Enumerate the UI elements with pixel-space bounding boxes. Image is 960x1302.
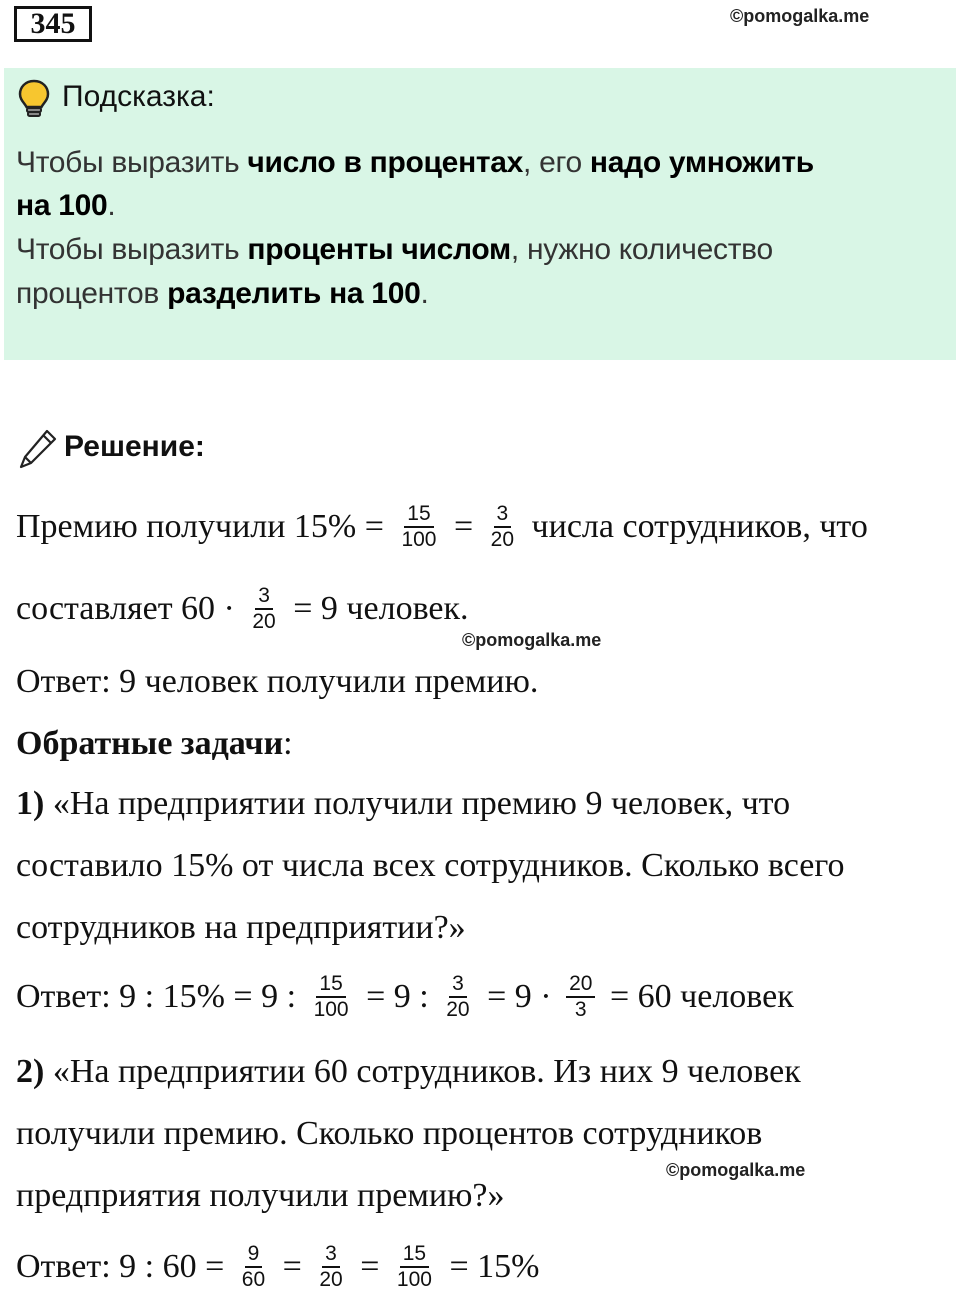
hint-bold: надо умножить: [589, 146, 814, 179]
fraction: [398, 502, 439, 552]
denominator: 20: [319, 1268, 343, 1291]
text: = 60 человек: [601, 978, 794, 1015]
fraction: [443, 972, 472, 1022]
denominator: 20: [446, 998, 470, 1021]
task1-line-2: [16, 844, 844, 888]
task2-line-3: [16, 1174, 505, 1218]
fraction: [311, 972, 352, 1022]
hint-text: , нужно количество: [510, 233, 773, 266]
numerator: 15: [400, 1242, 429, 1268]
denominator: 100: [401, 528, 437, 551]
denominator: 100: [396, 1268, 432, 1291]
solution-title: Решение:: [64, 430, 205, 463]
text: = 9 человек.: [284, 590, 469, 627]
pencil-icon: [18, 428, 58, 470]
hint-text: , его: [523, 146, 590, 179]
fraction: [488, 502, 517, 552]
hint-line-4: [16, 277, 429, 311]
text: числа сотрудников, что: [523, 508, 868, 545]
hint-bold: разделить на 100: [167, 277, 421, 310]
hint-text: Чтобы выразить: [16, 146, 248, 179]
solution-line-2: [16, 576, 469, 642]
text: Ответ: 9 человек получили премию.: [16, 663, 539, 700]
text: =: [351, 1248, 388, 1285]
text: составило 15% от числа всех сотрудников. Сколько всего: [16, 847, 845, 884]
text: «На предприятии получили премию 9 человек, что: [44, 785, 791, 822]
denominator: 20: [490, 528, 515, 551]
task2-answer: [16, 1234, 539, 1300]
numerator: 15: [316, 972, 345, 998]
task1-line-1: [16, 782, 790, 826]
text: =: [274, 1248, 311, 1285]
fraction: [249, 584, 278, 634]
hint-bold: число в процентах: [247, 146, 524, 179]
hint-line-2: [16, 189, 115, 223]
numerator: 20: [566, 972, 595, 998]
hint-bold: проценты числом: [247, 233, 511, 266]
hint-line-1: [16, 146, 814, 180]
numerator: 3: [449, 972, 467, 998]
fraction: [316, 1242, 345, 1292]
answer-line: [16, 660, 538, 704]
task-number: 2): [16, 1053, 45, 1090]
text: = 9 :: [357, 978, 438, 1015]
task2-line-2: [16, 1112, 762, 1156]
fraction: [394, 1242, 435, 1292]
hint-text: .: [420, 277, 429, 310]
fraction: [566, 972, 595, 1022]
text: сотрудников на предприятии?»: [16, 909, 466, 946]
task2-line-1: [16, 1050, 801, 1094]
watermark-bottom: ©pomogalka.me: [666, 1160, 806, 1180]
text: получили премию. Сколько процентов сотрудников: [16, 1115, 763, 1152]
text: = 15%: [440, 1248, 540, 1285]
text: Ответ: 9 : 15% = 9 :: [16, 978, 305, 1015]
task-number: 1): [16, 785, 45, 822]
text: Премию получили 15% =: [16, 508, 393, 545]
numerator: 15: [404, 502, 433, 528]
watermark-middle: ©pomogalka.me: [462, 630, 602, 650]
task1-line-3: [16, 906, 466, 950]
numerator: 9: [245, 1242, 263, 1268]
hint-text: .: [107, 189, 116, 222]
text: =: [445, 508, 482, 545]
text: Ответ: 9 : 60 =: [16, 1248, 233, 1285]
hint-text: Чтобы выразить: [16, 233, 248, 266]
hint-text: процентов: [16, 277, 168, 310]
text: «На предприятии 60 сотрудников. Из них 9 человек: [44, 1053, 801, 1090]
denominator: 60: [241, 1268, 266, 1291]
hint-title: Подсказка:: [62, 80, 215, 113]
hint-line-3: [16, 233, 773, 267]
text: = 9 ·: [478, 978, 561, 1015]
numerator: 3: [255, 584, 273, 610]
task1-answer: [16, 964, 794, 1030]
numerator: 3: [322, 1242, 340, 1268]
problem-number: 345: [14, 6, 92, 42]
denominator: 100: [313, 998, 349, 1021]
heading-bold: Обратные задачи: [16, 725, 284, 762]
numerator: 3: [494, 502, 512, 528]
text: составляет 60 ·: [16, 590, 244, 627]
watermark-top: ©pomogalka.me: [730, 6, 870, 26]
solution-line-1: [16, 494, 868, 560]
inverse-tasks-heading: [16, 722, 293, 766]
text: предприятия получили премию?»: [16, 1177, 505, 1214]
fraction: [239, 1242, 268, 1292]
denominator: 20: [252, 610, 276, 633]
hint-bold: на 100: [16, 189, 108, 222]
lightbulb-icon: [16, 78, 52, 120]
denominator: 3: [574, 998, 587, 1021]
text: :: [283, 725, 293, 762]
